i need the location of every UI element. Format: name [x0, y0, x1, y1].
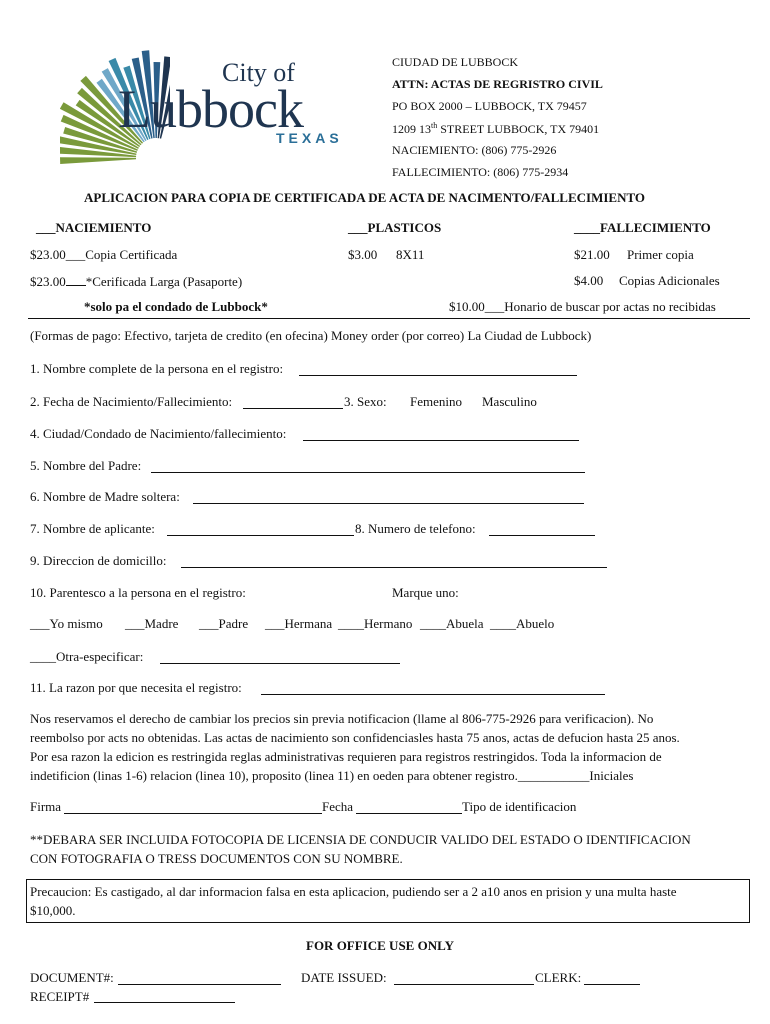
sexo-masculino-option[interactable]: Masculino: [482, 394, 537, 409]
address-line-6: FALLECIMIENTO: (806) 775-2934: [392, 165, 569, 179]
relation-madre[interactable]: ___Madre: [125, 616, 179, 631]
address-line-2: ATTN: ACTAS DE REGRISTRO CIVIL: [392, 77, 603, 91]
relation-hermano[interactable]: ____Hermano: [338, 616, 413, 631]
field-4-label: 4. Ciudad/Condado de Nacimiento/fallecimiento:: [30, 426, 287, 441]
firma-label: Firma: [30, 799, 62, 814]
precaucion-line-2: $10,000.: [30, 903, 76, 918]
debara-line-2: CON FOTOGRAFIA O TRESS DOCUMENTOS CON SU NOMBRE.: [30, 851, 403, 866]
sexo-femenino-option[interactable]: Femenino: [410, 394, 462, 409]
precaucion-line-1: Precaucion: Es castigado, al dar informacion falsa en esta aplicacion, pudiendo ser a 2 a10 anos en prision y una multa haste: [30, 884, 677, 899]
field-2-input[interactable]: [243, 408, 343, 409]
nac-larga[interactable]: [30, 273, 242, 290]
nac-copia-certificada[interactable]: $23.00___Copia Certificada: [30, 247, 178, 262]
field-2-label: 2. Fecha de Nacimiento/Fallecimiento:: [30, 394, 233, 409]
office-use-title: FOR OFFICE USE ONLY: [306, 938, 454, 953]
nac-larga-label: *Cerificada Larga (Pasaporte): [85, 274, 243, 289]
fall-adicionales-label[interactable]: Copias Adicionales: [619, 273, 720, 288]
relation-abuela[interactable]: ____Abuela: [420, 616, 484, 631]
fall-primer-label[interactable]: Primer copia: [627, 247, 694, 262]
notice-line-3: Por esa razon la edicion es restringida reglas administrativas requieren para registros restringidos. Toda la informacion de: [30, 749, 662, 764]
field-7-label: 7. Nombre de aplicante:: [30, 521, 155, 536]
field-3-label: 3. Sexo:: [344, 394, 387, 409]
field-8-input[interactable]: [489, 535, 595, 536]
notice-line-4: indetificion (linas 1-6) relacion (linea 10), proposito (linea 11) en oeden para obtener registro.___________Iniciales: [30, 768, 634, 783]
receipt-label: RECEIPT#: [30, 989, 90, 1004]
relation-otra-label[interactable]: ____Otra-especificar:: [30, 649, 144, 664]
nac-note: *solo pa el condado de Lubbock*: [84, 299, 268, 314]
fall-primer-price: $21.00: [574, 247, 610, 262]
field-8-label: 8. Numero de telefono:: [355, 521, 476, 536]
clerk-label: CLERK:: [535, 970, 582, 985]
debara-line-1: **DEBARA SER INCLUIDA FOTOCOPIA DE LICENSIA DE CONDUCIR VALIDO DEL ESTADO O IDENTIFICACION: [30, 832, 691, 847]
receipt-input[interactable]: [94, 1002, 235, 1003]
fall-adicionales-price: $4.00: [574, 273, 604, 288]
field-6-label: 6. Nombre de Madre soltera:: [30, 489, 180, 504]
fecha-label: Fecha: [322, 799, 354, 814]
address-line-4-pre: 1209 13: [392, 122, 431, 136]
logo-city-of: City of: [222, 58, 295, 87]
date-issued-label: DATE ISSUED:: [301, 970, 387, 985]
notice-line-2: reembolso por acts no obtenidas. Las actas de nacimiento son confidenciasles hasta 75 anos, actas de defucion hasta 25 anos.: [30, 730, 680, 745]
relation-otra-input[interactable]: [160, 663, 400, 664]
document-input[interactable]: [118, 984, 281, 985]
marque-uno-label: Marque uno:: [392, 585, 459, 600]
address-line-3: PO BOX 2000 – LUBBOCK, TX 79457: [392, 99, 587, 113]
field-6-input[interactable]: [193, 503, 584, 504]
field-11-label: 11. La razon por que necesita el registro:: [30, 680, 242, 695]
logo-texas: TEXAS: [276, 130, 343, 146]
section-nacimiento-heading[interactable]: ___NACIEMIENTO: [36, 220, 152, 235]
field-9-label: 9. Direccion de domicillo:: [30, 553, 167, 568]
nac-larga-price: $23.00: [30, 274, 66, 289]
logo-lubbock: Lubbock: [118, 79, 303, 139]
fall-honorario[interactable]: $10.00___Honario de buscar por actas no recibidas: [449, 299, 716, 314]
field-1-input[interactable]: [299, 375, 577, 376]
date-issued-input[interactable]: [394, 984, 534, 985]
field-7-input[interactable]: [167, 535, 354, 536]
relation-padre[interactable]: ___Padre: [199, 616, 249, 631]
field-1-label: 1. Nombre complete de la persona en el registro:: [30, 361, 284, 376]
tipo-identificacion-label[interactable]: Tipo de identificacion: [462, 799, 577, 814]
field-5-input[interactable]: [151, 472, 585, 473]
address-line-4-post: STREET LUBBOCK, TX 79401: [437, 122, 600, 136]
field-4-input[interactable]: [303, 440, 579, 441]
field-9-input[interactable]: [181, 567, 607, 568]
form-title: APLICACION PARA COPIA DE CERTIFICADA DE ACTA DE NACIMENTO/FALLECIMIENTO: [84, 190, 646, 205]
document-label: DOCUMENT#:: [30, 970, 114, 985]
city-logo: [60, 26, 343, 166]
address-line-1: CIUDAD DE LUBBOCK: [392, 55, 518, 69]
clerk-input[interactable]: [584, 984, 640, 985]
plast-price: $3.00: [348, 247, 378, 262]
relation-hermana[interactable]: ___Hermana: [265, 616, 333, 631]
logo-ray: [60, 157, 136, 164]
relation-yo-mismo[interactable]: ___Yo mismo: [30, 616, 103, 631]
section-plasticos-heading[interactable]: ___PLASTICOS: [348, 220, 442, 235]
section-divider: [28, 318, 750, 319]
notice-line-1: Nos reservamos el derecho de cambiar los precios sin previa notificacion (llame al 806-775-2926 para verificacion). No: [30, 711, 654, 726]
field-10-label: 10. Parentesco a la persona en el registro:: [30, 585, 246, 600]
nac-larga-blank[interactable]: [66, 273, 86, 286]
address-line-4-sup: th: [431, 121, 438, 130]
address-line-4: [392, 121, 599, 137]
field-11-input[interactable]: [261, 694, 605, 695]
relation-abuelo[interactable]: ____Abuelo: [490, 616, 555, 631]
firma-input[interactable]: [64, 813, 322, 814]
fecha-input[interactable]: [356, 813, 462, 814]
plast-size[interactable]: 8X11: [396, 247, 425, 262]
section-fallecimiento-heading[interactable]: ____FALLECIMIENTO: [574, 220, 711, 235]
address-line-5: NACIEMIENTO: (806) 775-2926: [392, 143, 557, 157]
field-5-label: 5. Nombre del Padre:: [30, 458, 142, 473]
payment-methods: (Formas de pago: Efectivo, tarjeta de credito (en ofecina) Money order (por correo) La Ciudad de Lubbock): [30, 328, 592, 343]
